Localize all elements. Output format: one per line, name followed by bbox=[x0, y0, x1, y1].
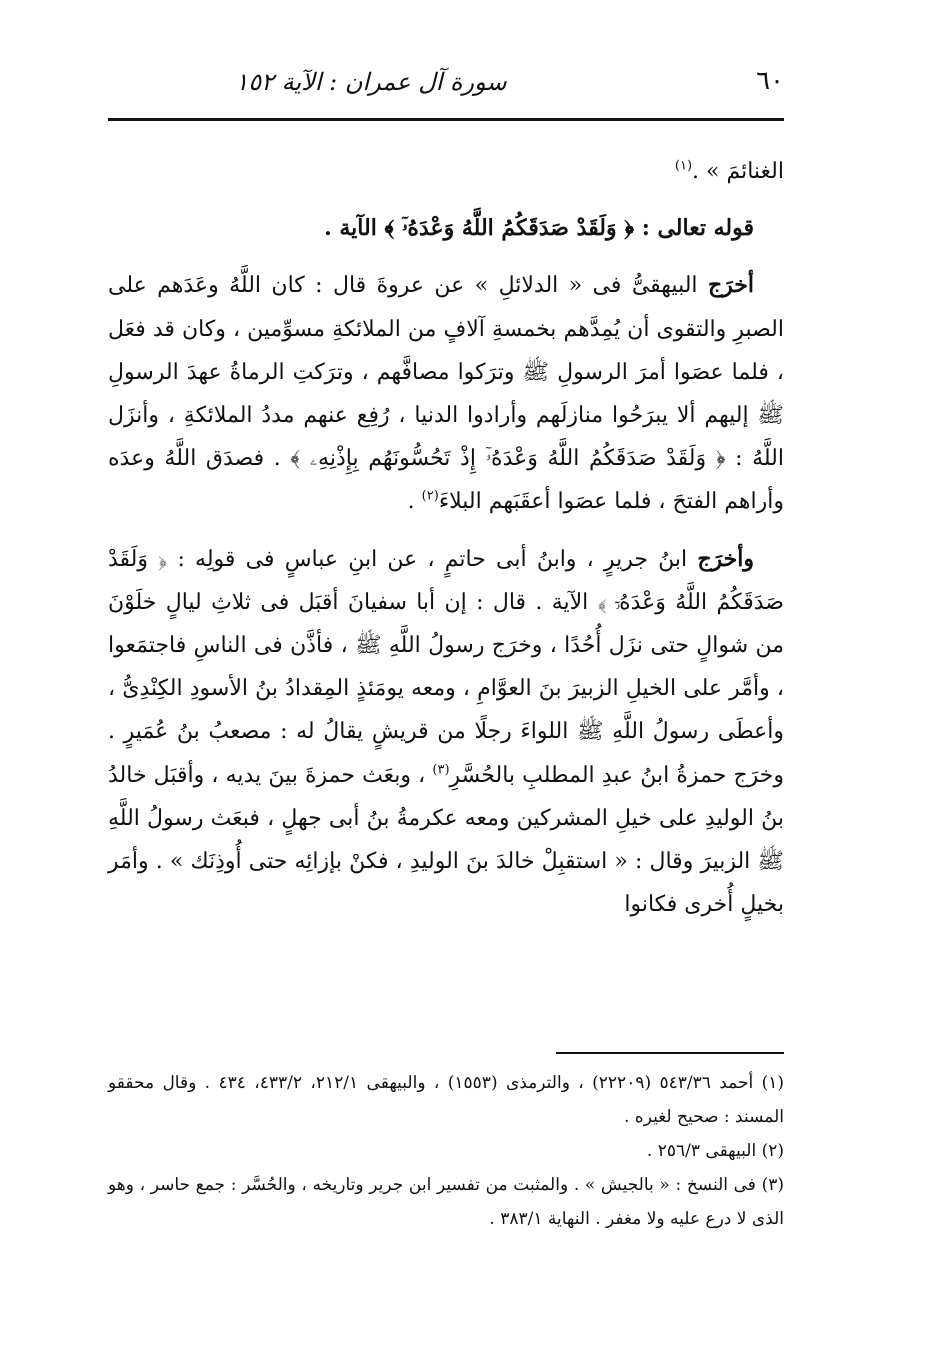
footnote-1: (١) أحمد ٥٤٣/٣٦ (٢٢٢٠٩) ، والترمذى (١٥٥٣) ، والبيهقى ٢١٢/١، ٤٣٣/٢، ٤٣٤ . وقال محققو المسند : صحيح لغيره . bbox=[108, 1073, 785, 1127]
paragraph-2-text-b: ، وبعَث حمزةَ بينَ يديه ، وأقبَل خالدُ بنُ الوليدِ على خيلِ المشركين ومعه عكرمةُ بنُ أبى جهلٍ ، فبعَث رسولُ اللَّهِ ﷺ الزبيرَ وقال : « استقبِلْ خالدَ بنَ الوليدِ ، فكنْ بإزائِه حتى أُوذِنَك » . وأمَر بخيلٍ أُخرى فكانوا bbox=[108, 762, 784, 918]
footnote-ref-2: (٢) bbox=[421, 489, 439, 505]
footnote-2: (٢) البيهقى ٢٥٦/٣ . bbox=[646, 1141, 784, 1161]
continuation-text: الغنائمَ » . bbox=[692, 159, 784, 184]
running-title: سورة آل عمران : الآية ١٥٢ bbox=[235, 68, 507, 96]
page-header bbox=[108, 60, 784, 110]
verse-heading bbox=[108, 207, 784, 250]
main-text bbox=[108, 150, 784, 926]
paragraph-1 bbox=[108, 264, 784, 523]
paragraph-2 bbox=[108, 538, 784, 927]
footnote-rule bbox=[556, 1052, 784, 1054]
paragraph-1-lead: أخرَج bbox=[707, 272, 755, 299]
paragraph-2-text-a: ابنُ جريرٍ ، وابنُ أبى حاتمٍ ، عن ابنِ عباسٍ فى قولِه : ﴿ وَلَقَدْ صَدَقَكُمُ اللَّهُ وَعْدَهُۥٓ ﴾ الآية . قال : إن أبا سفيانَ أقبَل فى ثلاثِ ليالٍ خلَوْنَ من شوالٍ حتى نزَل أُحُدًا ، وخرَج رسولُ اللَّهِ ﷺ ، فأذَّن فى الناسِ فاجتمَعوا ، وأمَّر على الخيلِ الزبيرَ بنَ العوَّامِ ، ومعه يومَئذٍ المِقدادُ بنُ الأسودِ الكِنْدِىُّ ، وأعطَى رسولُ اللَّهِ ﷺ اللواءَ رجلًا من قريشٍ يقالُ له : مصعبُ بنُ عُمَيرٍ . وخرَج حمزةُ ابنُ عبدِ المطلبِ بالحُسَّرِ bbox=[108, 546, 785, 788]
footnote-ref-1: (١) bbox=[674, 158, 693, 174]
verse-heading-label: قوله تعالى : bbox=[634, 215, 754, 242]
paragraph-1-end: . bbox=[407, 489, 422, 515]
footnote-3: (٣) فى النسخ : « بالجيش » . والمثبت من تفسير ابن جرير وتاريخه ، والحُسَّر : جمع حاسر ، وهو الذى لا درع عليه ولا مغفر . النهاية ٣٨٣/١ . bbox=[108, 1175, 784, 1229]
paragraph-1-text: البيهقىُّ فى « الدلائلِ » عن عروةَ قال : كان اللَّهُ وعَدَهم على الصبرِ والتقوى أن يُمِدَّهم بخمسةِ آلافٍ من الملائكةِ مسوِّمين ، وكان قد فعَل ، فلما عصَوا أمرَ الرسولِ ﷺ وترَكوا مصافَّهم ، وترَكتِ الرماةُ عهدَ الرسولِ ﷺ إليهم ألا يبرَحُوا منازلَهم وأرادوا الدنيا ، رُفِع عنهم مددُ الملائكةِ ، وأنزَل اللَّهُ : ﴿ وَلَقَدْ صَدَقَكُمُ اللَّهُ وَعْدَهُۥٓ إِذْ تَحُسُّونَهُم بِإِذْنِهِۦ ﴾ . فصدَق اللَّهُ وعدَه وأراهم الفتحَ ، فلما عصَوا أعقَبَهم البلاءَ bbox=[108, 273, 784, 515]
page-number: ٦٠ bbox=[756, 66, 784, 96]
continuation-line bbox=[108, 150, 784, 193]
verse-heading-text: ﴿ وَلَقَدْ صَدَقَكُمُ اللَّهُ وَعْدَهُۥٓ ﴾ الآية . bbox=[324, 215, 635, 242]
paragraph-2-lead: وأخرَج bbox=[697, 545, 754, 572]
header-rule bbox=[108, 118, 784, 121]
footnote-ref-3: (٣) bbox=[432, 762, 450, 778]
footnotes bbox=[108, 1066, 784, 1236]
